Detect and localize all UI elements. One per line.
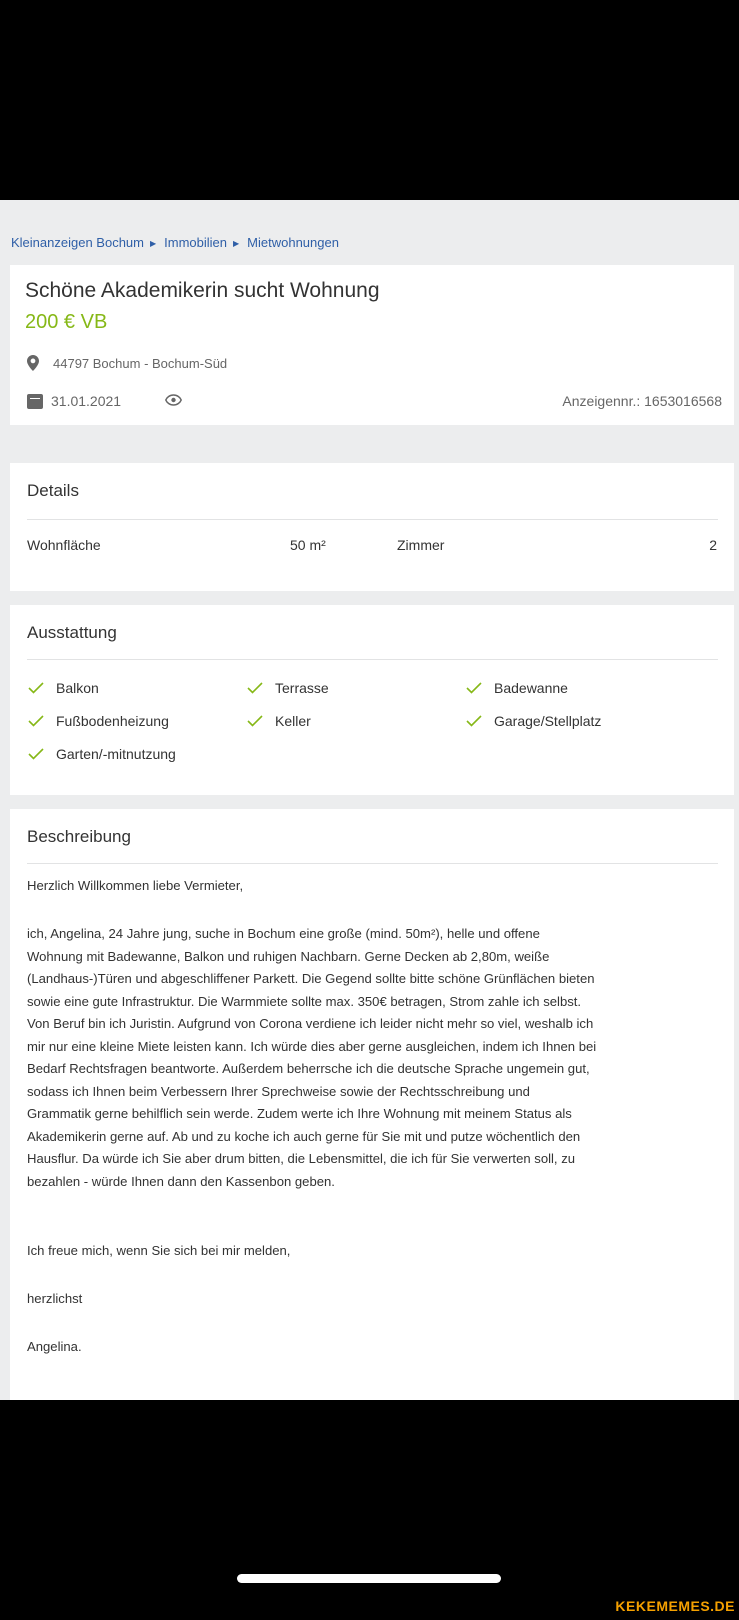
description-line: sowie eine gute Infrastruktur. Die Warmmiete sollte max. 350€ betragen, Strom zahle ich selbst. xyxy=(27,993,582,1009)
location-text: 44797 Bochum - Bochum-Süd xyxy=(53,355,228,371)
check-icon xyxy=(466,715,482,727)
description-closing: Ich freue mich, wenn Sie sich bei mir melden, xyxy=(27,1243,291,1258)
description-line: ich, Angelina, 24 Jahre jung, suche in Bochum eine große (mind. 50m²), helle und offene xyxy=(27,926,540,941)
ad-number: Anzeigennr.: 1653016568 xyxy=(562,393,722,409)
ausstattung-heading: Ausstattung xyxy=(27,623,117,642)
description-line: bezahlen - würde Ihnen dann den Kassenbon geben. xyxy=(27,1173,335,1189)
eye-icon[interactable] xyxy=(165,394,182,406)
feature-label: Badewanne xyxy=(494,680,568,696)
check-icon xyxy=(28,748,44,760)
feature-label: Balkon xyxy=(56,680,99,696)
description-line: Grammatik gerne behilflich sein werde. Zudem werte ich Ihre Wohnung mit meinem Status als xyxy=(27,1106,572,1121)
ad-date: 31.01.2021 xyxy=(51,393,122,409)
feature-label: Terrasse xyxy=(275,680,329,696)
description-body xyxy=(27,923,717,1193)
feature-terrasse xyxy=(247,680,329,696)
check-icon xyxy=(28,682,44,694)
location-pin-icon xyxy=(27,355,39,371)
feature-balkon xyxy=(28,680,99,696)
detail-value-zimmer: 2 xyxy=(709,537,717,553)
breadcrumb xyxy=(11,235,339,250)
detail-label-wohnflaeche: Wohnfläche xyxy=(27,537,101,553)
check-icon xyxy=(28,715,44,727)
feature-keller xyxy=(247,713,311,729)
ad-price: 200 € VB xyxy=(25,311,108,333)
feature-label: Garten/-mitnutzung xyxy=(56,746,176,762)
breadcrumb-arrow-icon: ▶ xyxy=(233,239,240,248)
ausstattung-card xyxy=(10,605,734,795)
watermark: KEKEMEMES.DE xyxy=(615,1598,735,1614)
breadcrumb-immobilien[interactable]: Immobilien xyxy=(164,235,227,250)
description-signature: Angelina. xyxy=(27,1339,82,1354)
calendar-icon xyxy=(27,394,43,409)
description-line: sodass ich Ihnen beim Verbessern Ihrer Sprechweise sowie der Rechtsschreibung und xyxy=(27,1083,530,1099)
check-icon xyxy=(247,715,263,727)
feature-fussbodenheizung xyxy=(28,713,169,729)
description-line: Akademikerin gerne auf. Ab und zu koche ich auch gerne für Sie mit und putze wöchentlich den xyxy=(27,1128,581,1144)
home-indicator[interactable] xyxy=(237,1574,501,1583)
description-line: Hausflur. Da würde ich Sie aber drum bitten, die Lebensmittel, die ich für Sie verwerten soll, zu xyxy=(27,1151,576,1166)
description-line: mir nur eine kleine Miete leisten kann. Ich würde dies aber gerne ausgleichen, indem ich Ihnen bei xyxy=(27,1038,597,1054)
breadcrumb-kleinanzeigen-bochum[interactable]: Kleinanzeigen Bochum xyxy=(11,235,144,250)
feature-badewanne xyxy=(466,680,568,696)
feature-garage-stellplatz xyxy=(466,713,601,729)
detail-value-wohnflaeche: 50 m² xyxy=(290,537,326,553)
beschreibung-card xyxy=(10,809,734,1400)
breadcrumb-arrow-icon: ▶ xyxy=(149,239,157,248)
description-regards: herzlichst xyxy=(27,1291,83,1306)
description-greeting: Herzlich Willkommen liebe Vermieter, xyxy=(27,878,244,893)
check-icon xyxy=(466,682,482,694)
feature-label: Garage/Stellplatz xyxy=(494,713,602,729)
ad-header-card xyxy=(10,265,734,425)
description-line: Wohnung mit Badewanne, Balkon und ruhigen Nachbarn. Gerne Decken ab 2,80m, weiße xyxy=(27,948,550,964)
details-card xyxy=(10,463,734,591)
breadcrumb-mietwohnungen[interactable]: Mietwohnungen xyxy=(247,235,339,250)
feature-garten-mitnutzung xyxy=(28,746,176,762)
ad-location xyxy=(27,355,227,371)
description-line: Bedarf Rechtsfragen beantworte. Außerdem beherrsche ich die deutsche Sprache ungemein gut, xyxy=(27,1061,590,1076)
beschreibung-heading: Beschreibung xyxy=(27,827,131,846)
details-heading: Details xyxy=(27,481,79,500)
divider xyxy=(27,863,718,864)
ad-title: Schöne Akademikerin sucht Wohnung xyxy=(25,279,380,302)
feature-label: Keller xyxy=(275,713,311,729)
feature-label: Fußbodenheizung xyxy=(56,713,169,729)
divider xyxy=(27,659,718,660)
detail-label-zimmer: Zimmer xyxy=(397,537,445,553)
ad-page xyxy=(0,200,739,1400)
divider xyxy=(27,519,718,520)
description-line: (Landhaus-)Türen und abgeschliffener Parkett. Die Gegend sollte bitte schöne Grünflächen bieten xyxy=(27,971,595,986)
check-icon xyxy=(247,682,263,694)
description-line: Von Beruf bin ich Juristin. Aufgrund von Corona verdiene ich leider nicht mehr so viel, weshalb ich xyxy=(27,1016,594,1031)
